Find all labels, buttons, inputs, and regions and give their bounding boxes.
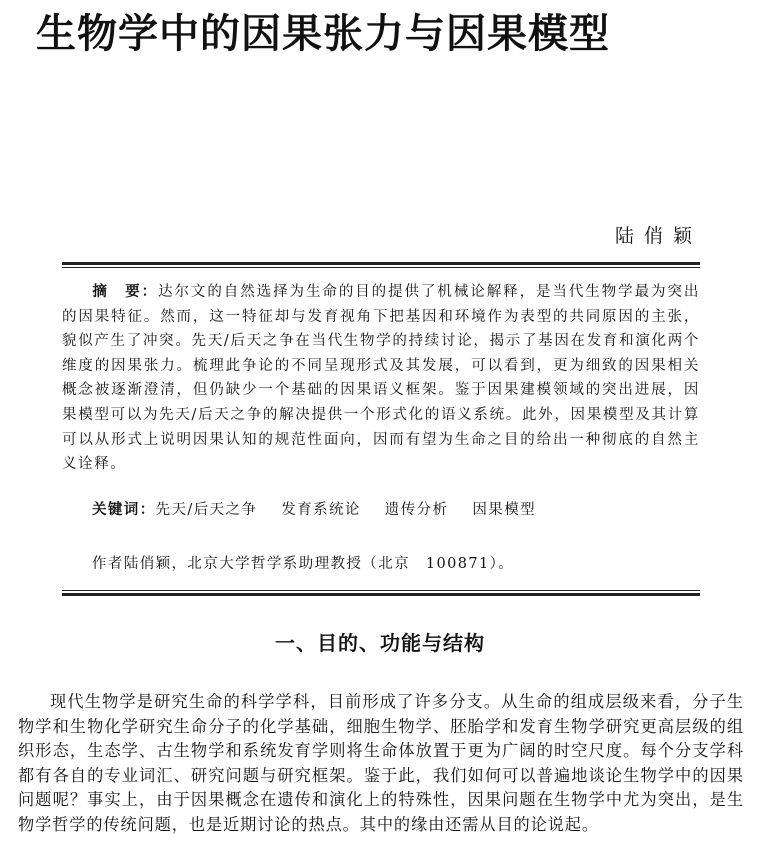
abstract-text: 达尔文的自然选择为生命的目的提供了机械论解释，是当代生物学最为突出的因果特征。然而，这一特征却与发育视角下把基因和环境作为表型的共同原因的主张，貌似产生了冲突。先天/后天之争在当代生物学的持续讨论，揭示了基因在发育和演化两个维度的因果张力。梳理此争论的不同呈现形式及其发展，可以看到，更为细致的因果相关概念被逐渐澄清，但仍缺少一个基础的因果语义框架。鉴于因果建模领域的突出进展，因果模型可以为先天/后天之争的解决提供一个形式化的语义系统。此外，因果模型及其计算可以从形式上说明因果认知的规范性面向，因而有望为生命之目的给出一种彻底的自然主义诠释。 [62, 284, 700, 473]
keywords-label: 关键词： [92, 502, 156, 518]
section-heading: 一、目的、功能与结构 [275, 631, 485, 655]
rule-thin-line [62, 267, 700, 268]
author-affiliation: 作者陆俏颖，北京大学哲学系助理教授（北京 100871）。 [92, 556, 515, 572]
rule-thick-line [62, 593, 700, 596]
keyword-item: 遗传分析 [384, 502, 449, 518]
keywords [92, 498, 560, 522]
keyword-item: 因果模型 [472, 502, 537, 518]
abstract [62, 280, 700, 477]
keyword-item: 先天/后天之争 [155, 502, 258, 518]
rule-thin-line [62, 590, 700, 591]
body-paragraph: 现代生物学是研究生命的科学学科，目前形成了许多分支。从生命的组成层级来看，分子生物学和生物化学研究生命分子的化学基础，细胞生物学、胚胎学和发育生物学研究更高层级的组织形态，生态学、古生物学和系统发育学则将生命体放置于更为广阔的时空尺度。每个分支学科都有各自的专业词汇、研究问题与研究框架。鉴于此，我们如何可以普遍地谈论生物学中的因果问题呢？事实上，由于因果概念在遗传和演化上的特殊性，因果问题在生物学中尤为突出，是生物学哲学的传统问题，也是近期讨论的热点。其中的缘由还需从目的论说起。 [18, 692, 744, 834]
author-name: 陆俏颖 [614, 225, 702, 247]
abstract-top-rule [62, 262, 700, 268]
paper-title: 生物学中的因果张力与因果模型 [36, 11, 610, 57]
abstract-bottom-rule [62, 590, 700, 596]
rule-thick-line [62, 262, 700, 265]
keyword-item: 发育系统论 [281, 502, 361, 518]
abstract-label: 摘 要： [92, 284, 159, 300]
